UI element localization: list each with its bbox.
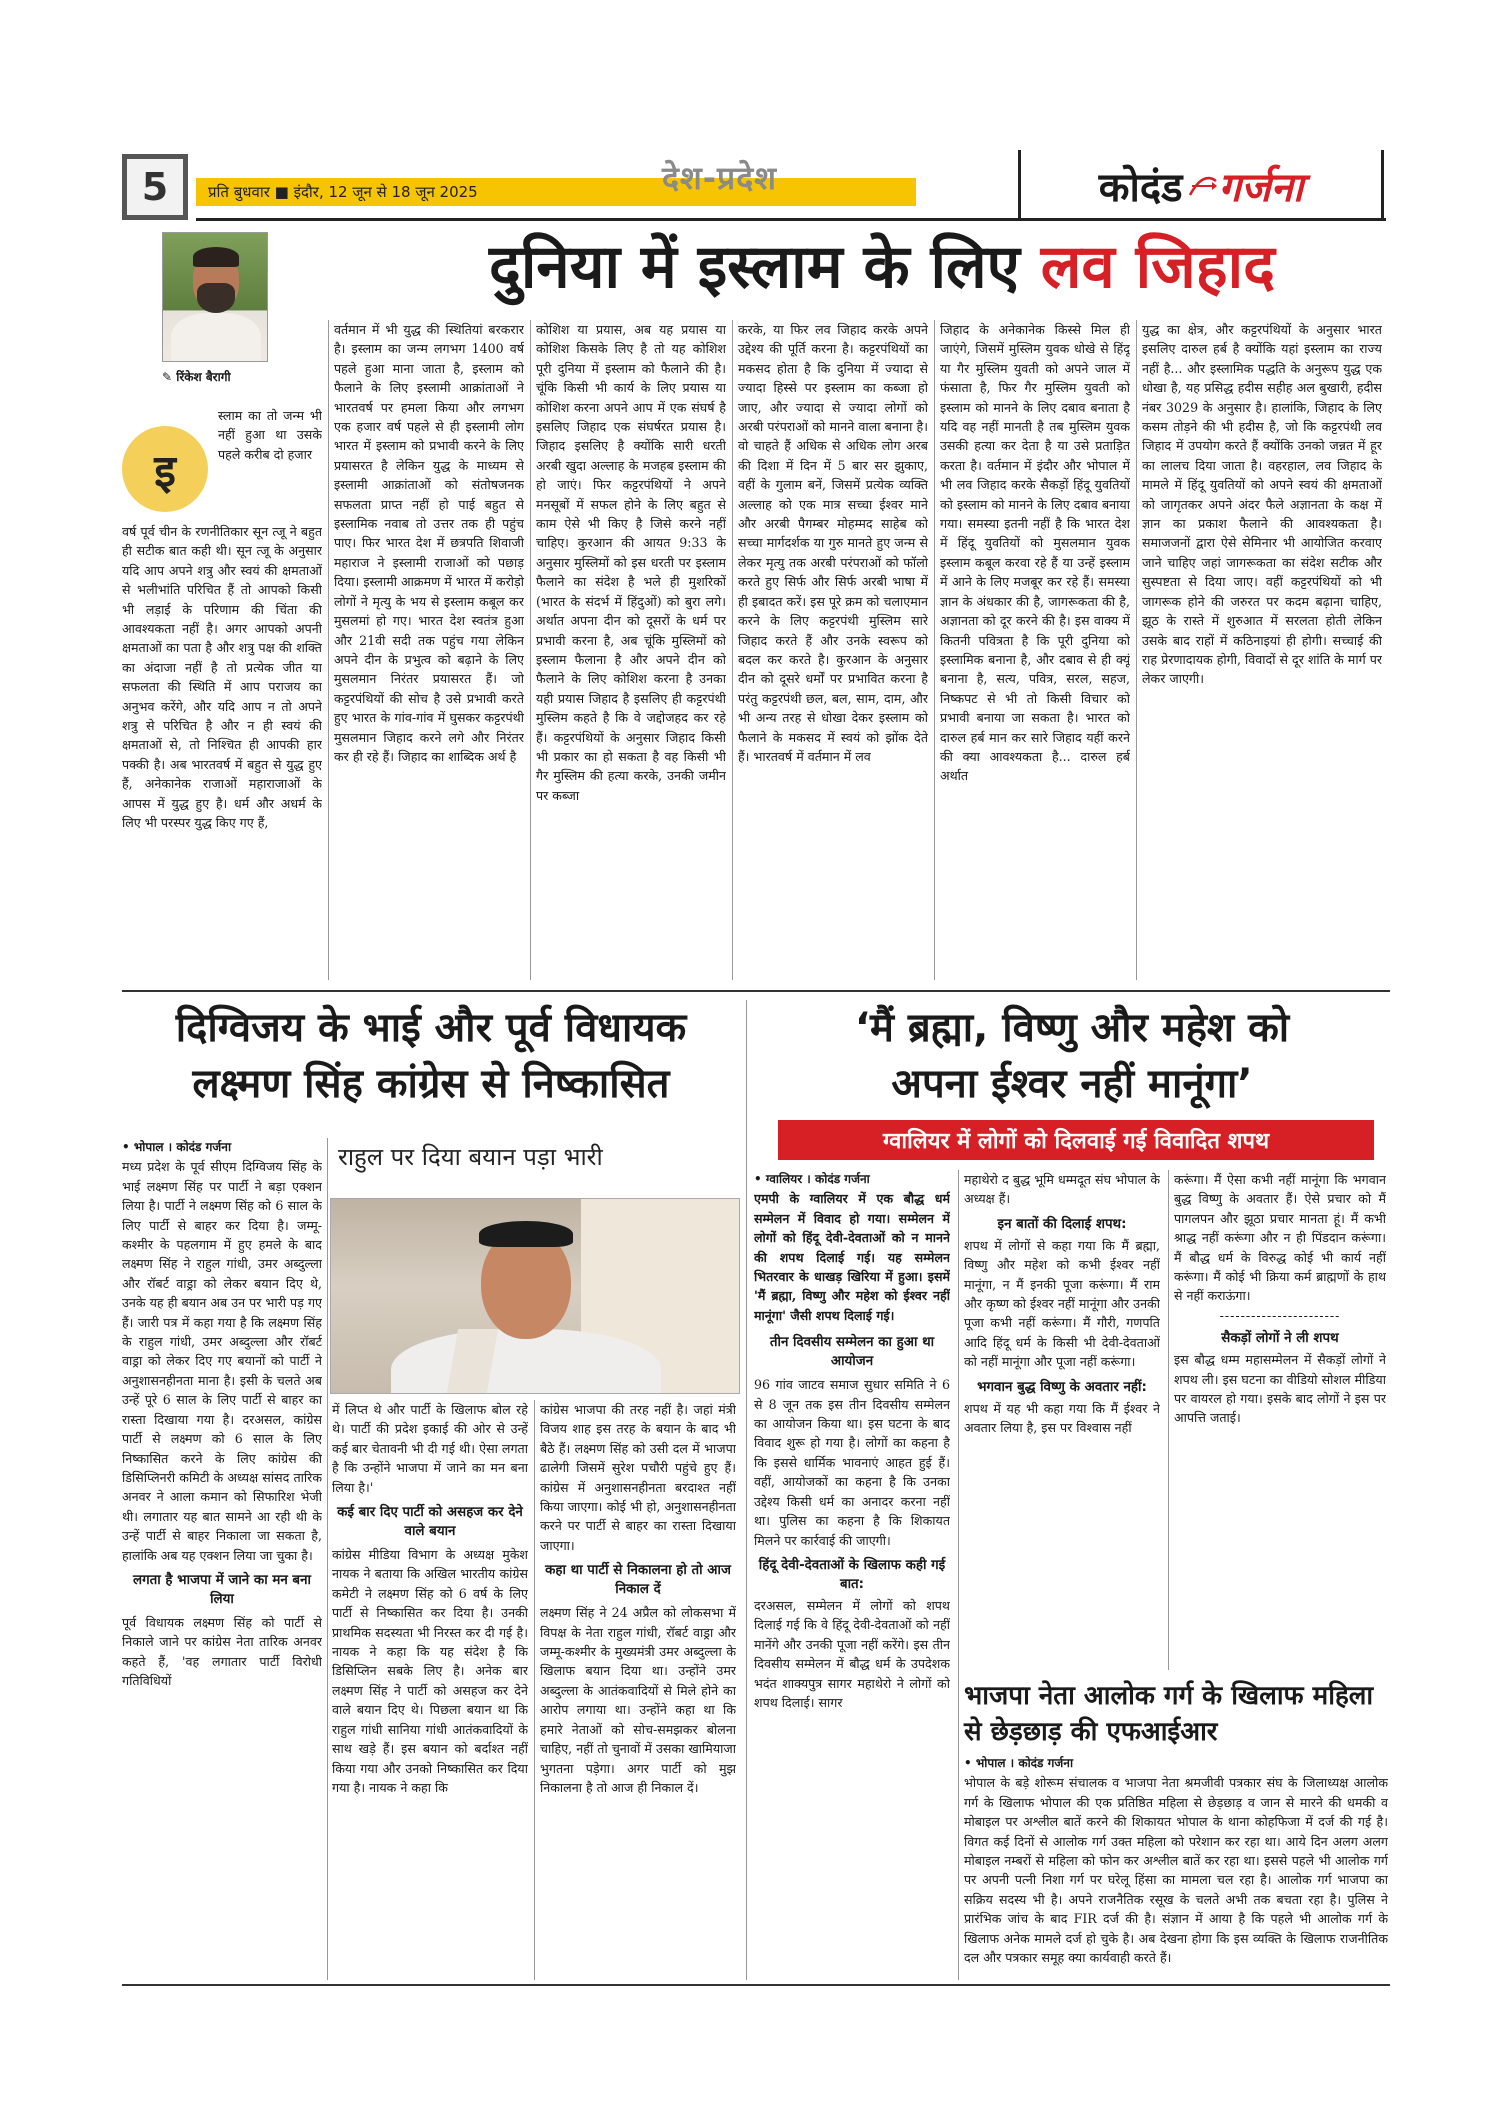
lead-col3: कोशिश या प्रयास, अब यह प्रयास या कोशिश किसके लिए है तो यह कोशिश पूरी दुनिया में इस्लाम को फैलाने की है। चूंकि किसी भी कार्य के लिए प्रयास या कोशिश करना अपने आप में एक संघर्ष है इसलिए जिहाद एक संघर्षरत प्रयास है। जिहाद इसलिए है क्योंकि सारी धरती अरबी खुदा अल्लाह के मजहब इस्लाम की हो जाएं। फिर कट्टरपंथियों ने अपने मनसूबों में सफल होने के लिए बहुत से काम ऐसे भी किए है जिसे करने नहीं चाहिए। कुरआन की आयत 9:33 के अनुसार मुस्लिमों को इस धरती पर इस्लाम फैलाने का संदेश है भले ही मुशरिकों (भारत के संदर्भ में हिंदुओं) को बुरा लगे। अर्थात अपना दीन को दूसरों के धर्म पर प्रभावी करना है, अब चूंकि मुस्लिमों को इस्लाम फैलाना है और अपने दीन को फैलाने के लिए कोशिश करना है उनका यही प्रयास जिहाद है इसलिए ही कट्टरपंथी मुस्लिम कहते है कि वे जद्दोजहद कर रहे हैं। कट्टरपंथियों के अनुसार जिहाद किसी भी प्रकार का हो सकता है वह किसी भी गैर मुस्लिम की हत्या करके, उनकी जमीन पर कब्जा [536, 322, 726, 803]
lead-col2: वर्तमान में भी युद्ध की स्थितियां बरकरार है। इस्लाम का जन्म लगभग 1400 वर्ष पहले हुआ माना जाता है, इस्लाम को फैलाने के लिए इस्लामी आक्रांताओं ने भारतवर्ष पर हमला किया और लगभग एक हजार वर्ष पहले से ही इस्लामी लोग भारत में इस्लाम को प्रभावी करने के लिए प्रयासरत है लेकिन युद्ध के माध्यम से इस्लामी आक्रांताओं को संतोषजनक सफलता प्राप्त नहीं हो पाई बहुत से इस्लामिक नवाब तो उत्तर तक ही पहुंच पाए। फिर भारत देश में छत्रपति शिवाजी महाराज ने इस्लामी राजाओं को पछाड़ दिया। इस्लामी आक्रमण में भारत में करोड़ो लोगों ने मृत्यु के भय से इस्लाम कबूल कर मुसलमां हो गए। भारत देश स्वतंत्र हुआ और 21वी सदी तक पहुंच गया लेकिन अपने दीन के प्रभुत्व को बढ़ाने के लिए मुसलमान निरंतर प्रयासरत हैं। जो कट्टरपंथियों की सोच है उसे प्रभावी करते हुए भारत के गांव-गांव में घुसकर कट्टरपंथी मुसलमान जिहाद करने लगे और निरंतर कर ही रहे हैं। जिहाद का शाब्दिक अर्थ है [334, 322, 524, 764]
story3-headline-line1: ‘मैं ब्रह्मा, विष्णु और महेश को [854, 1005, 1290, 1051]
story2-col2-body: में लिप्त थे और पार्टी के खिलाफ बोल रहे थे। पार्टी की प्रदेश इकाई की ओर से उन्हें कई बार चेतावनी भी दी गई थी। ऐसा लगता है कि उन्होंने भाजपा में जाने का मन बना लिया है।' [332, 1402, 528, 1495]
story2-sub3: कहा था पार्टी से निकालना हो तो आज निकाल दें [545, 1563, 731, 1598]
story4-dateline: • भोपाल । कोदंड गर्जना [964, 1756, 1074, 1770]
story3-col2-body: महाथेरो द बुद्ध भूमि धम्मदूत संघ भोपाल के अध्यक्ष हैं। [964, 1172, 1160, 1207]
lead-headline-black: दुनिया में इस्लाम के लिए [489, 232, 1020, 302]
story2-col3-after: लक्ष्मण सिंह ने 24 अप्रैल को लोकसभा में विपक्ष के नेता राहुल गांधी, रॉबर्ट वाड्रा और जम्मू-कश्मीर के मुख्यमंत्री उमर अब्दुल्ला के खिलाफ बयान दिया था। उन्होंने उमर अब्दुल्ला के आतंकवादियों से मिले होने का आरोप लगाया था। उन्होंने कहा था कि हमारे नेताओं को सोच-समझकर बोलना चाहिए, नहीं तो चुनावों में उसका खामियाजा भुगतना पड़ेगा। अगर पार्टी को मुझ निकालना है तो आज ही निकाल दें। [540, 1605, 736, 1795]
story2-headline-line2: लक्ष्मण सिंह कांग्रेस से निष्कासित [192, 1061, 670, 1107]
lead-col4: करके, या फिर लव जिहाद करके अपने उद्देश्य की पूर्ति करना है। कट्टरपंथियों का मकसद होता है कि दुनिया में ज्यादा से ज्यादा हिस्से पर इस्लाम का कब्जा हो जाए, और ज्यादा से ज्यादा लोगों को अरबी परंपराओं को मानने वाला बनाना है। वो चाहते हैं अधिक से अधिक लोग अरब की दिशा में दिन में 5 बार सर झुकाए, वहीं के गुलाम बनें, जिसमें प्रत्येक व्यक्ति अल्लाह को एक मात्र सच्चा ईश्वर माने और अरबी पैगम्बर मोहम्मद साहेब को सच्चा मार्गदर्शक या गुरु मानते हुए जन्म से लेकर मृत्यु तक अरबी परंपराओं को फॉलो करते हुए सिर्फ और सिर्फ अरबी भाषा में ही इबादत करें। इस पूरे क्रम को चलाएमान करने के लिए कट्टरपंथी मुस्लिम सारे जिहाद करते हैं और उनके स्वरूप को बदल कर करते है। कुरआन के अनुसार दीन को दूसरे धर्मों पर प्रभावित करना है परंतु कट्टरपंथी छल, बल, साम, दाम, और भी अन्य तरह से धोखा देकर इस्लाम को फैलाने के मकसद में स्वयं को झोंक देते हैं। भारतवर्ष में वर्तमान में लव [738, 322, 928, 764]
author-photo [162, 232, 268, 362]
story2-col3 [540, 1400, 736, 1980]
news-photo [330, 1198, 740, 1394]
lead-col1: वर्ष पूर्व चीन के रणनीतिकार सून त्जू ने बहुत ही सटीक बात कही थी। सून त्जू के अनुसार यदि आप अपने शत्रु और स्वयं की क्षमताओं से भलीभांति परिचित हैं तो आपको किसी भी लड़ाई के परिणाम की चिंता की आवश्यकता नहीं है। अगर आपको अपनी क्षमताओं का पता है और शत्रु पक्ष की शक्ति का अंदाजा नहीं है तो प्रत्येक जीत या सफलता की स्थिति में आप पराजय का अनुभव करेंगे, और यदि आप न तो अपने शत्रु से परिचित है और न ही स्वयं की क्षमताओं से, तो निश्चित ही आपकी हार पक्की है। अब भारतवर्ष में बहुत से युद्ध हुए हैं, अनेकानेक राजाओं महाराजाओं के आपस में युद्ध हुए है। धर्म और अधर्म के लिए भी परस्पर युद्ध किए गए हैं, [122, 524, 322, 831]
lead-headline-red: लव जिहाद [1040, 232, 1275, 302]
section-divider [122, 990, 1390, 992]
story2-sub1: लगता है भाजपा में जाने का मन बना लिया [133, 1572, 311, 1607]
story3-sub2: हिंदू देवी-देवताओं के खिलाफ कही गई बात: [758, 1557, 946, 1592]
byline [162, 368, 268, 385]
story3-col1 [754, 1170, 950, 1980]
story3-headline-line2: अपना ईश्वर नहीं मानूंगा’ [891, 1061, 1253, 1107]
story3-sub3: इन बातों की दिलाई शपथ: [997, 1216, 1127, 1232]
newspaper-page [122, 148, 1390, 1988]
story2-col1-after: पूर्व विधायक लक्ष्मण सिंह को पार्टी से निकाले जाने पर कांग्रेस नेता तारिक अनवर कहते हैं, 'वह लगातार पार्टी विरोधी गतिविधियों [122, 1614, 322, 1689]
story2-subhead: राहुल पर दिया बयान पड़ा भारी [338, 1143, 603, 1171]
story4-body [964, 1754, 1388, 1980]
story2-sub2: कई बार दिए पार्टी को असहज कर देने वाले बयान [337, 1505, 523, 1540]
story3-sub1: तीन दिवसीय सम्मेलन का हुआ था आयोजन [769, 1335, 935, 1370]
story4-headline: भाजपा नेता आलोक गर्ग के खिलाफ महिला से छेड़छाड़ की एफआईआर [964, 1681, 1374, 1747]
story3-col2-after: शपथ में लोगों से कहा गया कि मैं ब्रह्मा, विष्णु और महेश को कभी ईश्वर नहीं मानूंगा, न मैं इनकी पूजा करूंगा। मैं राम और कृष्ण को ईश्वर नहीं मानूंगा और उनकी पूजा कभी नहीं करूंगा। मैं गौरी, गणपति आदि हिंदू धर्म के किसी भी देवी-देवताओं को नहीं मानूंगा और पूजा नहीं करूंगा। [964, 1237, 1160, 1370]
lead-col5: जिहाद के अनेकानेक किस्से मिल ही जाएंगे, जिसमें मुस्लिम युवक धोखे से हिंदू या गैर मुस्लिम युवती को अपने जाल में फंसाता है, फिर गैर मुस्लिम युवती को इस्लाम को मानने के लिए दबाव बनाता है यदि वह नहीं मानती है तब मुस्लिम युवक उसकी हत्या कर देता है या उसे प्रताड़ित करता है। वर्तमान में इंदौर और भोपाल में भी लव जिहाद करके सैकड़ों हिंदू युवतियों को इस्लाम को मानने के लिए दबाव बनाया गया। समस्या इतनी नहीं है कि भारत देश में हिंदू युवतियों को मुसलमान युवक इस्लाम कबूल करवा रहे हैं या उन्हें इस्लाम में आने के लिए मजबूर कर रहे हैं। समस्या ज्ञान के अंधकार की है, जागरूकता की है, अज्ञानता को दूर करने की है। इस वाक्य में कितनी पवित्रता है कि पूरी दुनिया को इस्लामिक बनाना है, और दबाव से ही क्यूं बनाना है, सत्य, पवित्र, सरल, सहज, निष्कपट से भी तो किसी विचार को प्रभावी बनाया जा सकता है। भारत को दारुल हर्ब मान कर सारे जिहाद यहीं करने की क्या आवश्यकता है... दारुल हर्ब अर्थात [940, 322, 1130, 784]
page-number: 5 [122, 154, 188, 220]
footer-rule [122, 1984, 1390, 1986]
story2-col2-after: कांग्रेस मीडिया विभाग के अध्यक्ष मुकेश नायक ने बताया कि अखिल भारतीय कांग्रेस कमेटी ने लक्ष्मण सिंह को 6 वर्ष के लिए पार्टी से निष्कासित कर दिया है। उनकी प्राथमिक सदस्यता भी निरस्त कर दी गई है। नायक ने कहा कि यह संदेश है कि डिसिप्लिन सबके लिए है। अनेक बार लक्ष्मण सिंह ने पार्टी को असहज कर देने वाले बयान दिए थे। पिछला बयान था कि राहुल गांधी सानिया गांधी आतंकवादियों के साथ खड़े हैं। इस बयान को बर्दाश्त नहीं किया गया और उनको निष्कासित कर दिया गया है। नायक ने कहा कि [332, 1547, 528, 1795]
pen-icon: ✎ [162, 370, 173, 384]
story3-headline [754, 1000, 1390, 1112]
story3-redbar: ग्वालियर में लोगों को दिलवाई गई विवादित शपथ [778, 1120, 1374, 1160]
story2-col2 [332, 1400, 528, 1980]
story3-divider: ----------------------- [1219, 1307, 1341, 1323]
bow-arrow-icon [1188, 175, 1212, 195]
story2-col1 [122, 1138, 322, 1980]
masthead-brand [1018, 150, 1384, 220]
story3-col3 [1174, 1170, 1386, 1670]
dropcap: इ [122, 426, 208, 512]
story3-sub4: भगवान बुद्ध विष्णु के अवतार नहीं: [977, 1379, 1147, 1395]
brand-part-2: गर्जना [1218, 164, 1304, 211]
story3-sub5: सैकड़ों लोगों ने ली शपथ [1221, 1331, 1339, 1347]
story3-col2 [964, 1170, 1160, 1670]
date-bar: प्रति बुधवार ■ इंदौर, 12 जून से 18 जून 2025 [196, 178, 916, 206]
story3-col1-after: 96 गांव जाटव समाज सुधार समिति ने 6 से 8 जून तक इस तीन दिवसीय सम्मेलन का आयोजन किया था। इस घटना के बाद विवाद शुरू हो गया है। लोगों का कहना है कि इससे धार्मिक भावनाएं आहत हुई हैं। वहीं, आयोजकों का कहना है कि उनका उद्देश्य किसी धर्म का अनादर करना नहीं था। पुलिस का कहना है कि शिकायत मिलने पर कार्रवाई की जाएगी। [754, 1377, 950, 1548]
story2-col1-body: मध्य प्रदेश के पूर्व सीएम दिग्विजय सिंह के भाई लक्ष्मण सिंह पर पार्टी ने बड़ा एक्शन लिया है। पार्टी ने लक्ष्मण सिंह को 6 साल के लिए पार्टी से बाहर कर दिया है। जम्मू-कश्मीर के पहलगाम में हुए हमले के बाद लक्ष्मण सिंह ने राहुल गांधी, उमर अब्दुल्ला और रॉबर्ट वाड्रा को लेकर बयान दिए थे, उनके यह ही बयान अब उन पर भारी पड़ गए हैं। जारी पत्र में कहा गया है कि लक्ष्मण सिंह के राहुल गांधी, उमर अब्दुल्ला और रॉबर्ट वाड्रा को लेकर दिए गए बयानों को पार्टी ने अनुशासनहीनता माना है। इसी के चलते अब उन्हें पूरे 6 साल के लिए पार्टी से बाहर का रास्ता दिखाया गया है। दरअसल, कांग्रेस पार्टी से लक्ष्मण को 6 साल के लिए निष्कासित करने के लिए कांग्रेस की डिसिप्लिनरी कमिटी के अध्यक्ष सांसद तारिक अनवर ने आला कमान को सिफारिश भेजी थी। लगातार यह बात सामने आ रही थी के उन्हें पार्टी से बाहर निकाला जा सकता है, हालांकि अब यह एक्शन लिया जा चुका है। [122, 1159, 322, 1563]
story3-dateline: • ग्वालियर । कोदंड गर्जना [754, 1172, 870, 1186]
story3-col1-after2: दरअसल, सम्मेलन में लोगों को शपथ दिलाई गई कि वे हिंदू देवी-देवताओं को नहीं मानेंगे और उनकी पूजा नहीं करेंगे। इस तीन दिवसीय सम्मेलन में बौद्ध धर्म के उपदेशक भदंत शाक्यपुत्र सागर महाथेरो ने लोगों को शपथ दिलाई। सागर [754, 1597, 950, 1710]
story2-col3-body: कांग्रेस भाजपा की तरह नहीं है। जहां मंत्री विजय शाह इस तरह के बयान के बाद भी बैठे हैं। लक्ष्मण सिंह को उसी दल में भाजपा ढालेगी जिसमें सुरेश पचौरी पहुंचे हुए हैं। कांग्रेस में अनुशासनहीनता बरदाश्त नहीं किया जाएगा। कोई भी हो, अनुशासनहीनता करने पर पार्टी से बाहर का रास्ता दिखाया जाएगा। [540, 1402, 736, 1553]
story2-dateline: • भोपाल । कोदंड गर्जना [122, 1140, 232, 1154]
story2-headline-line1: दिग्विजय के भाई और पूर्व विधायक [175, 1005, 687, 1051]
brand-part-1: कोदंड [1098, 164, 1183, 211]
story4-text: भोपाल के बड़े शोरूम संचालक व भाजपा नेता श्रमजीवी पत्रकार संघ के जिलाध्यक्ष आलोक गर्ग के खिलाफ भोपाल की एक प्रतिष्ठित महिला से छेड़छाड़ व जान से मारने की धमकी व मोबाइल पर अश्लील बातें करने की शिकायत भोपाल के थाना कोहफिजा में दर्ज की गई है। विगत कई दिनों से आलोक गर्ग उक्त महिला को परेशान कर रहा था। आये दिन अलग अलग मोबाइल नम्बरों से महिला को फोन कर अश्लील बातें कर रहा था। इससे पहले भी आलोक गर्ग पर अपनी पत्नी निशा गर्ग पर घरेलू हिंसा का मामला चल रहा है। आलोक गर्ग भाजपा का सक्रिय सदस्य भी है। अपने राजनैतिक रसूख के चलते अभी तक बचता रहा है। पुलिस ने प्रारंभिक जांच के बाद FIR दर्ज की है। संज्ञान में आया है कि पहले भी आलोक गर्ग के खिलाफ अनेक मामले दर्ज हो चुके है। अब देखना होगा कि इस व्यक्ति के खिलाफ राजनीतिक दल और पत्रकार समूह क्या कार्यवाही करते हैं। [964, 1775, 1388, 1966]
lead-col6: युद्ध का क्षेत्र, और कट्टरपंथियों के अनुसार भारत इसलिए दारुल हर्ब है क्योंकि यहां इस्लाम का राज्य नहीं है... और इस्लामिक पद्धति के अनुरूप युद्ध एक धोखा है, यह प्रसिद्ध हदीस सहीह अल बुखारी, हदीस नंबर 3029 के अनुसार है। हालांकि, जिहाद के लिए कसम तोड़ने की भी हदीस है, जो कि कट्टरपंथी लव जिहाद में उपयोग करते हैं क्योंकि उनको जन्नत में हूर का लालच दिया जाता है। वहरहाल, लव जिहाद के मामले में हिंदू युवतियों को अपने स्वयं की क्षमताओं को जागृतकर अपने अंदर फैले अज्ञानता के कक्ष में ज्ञान का प्रकाश फैलाने की आवश्यकता है। समाजजनों द्वारा ऐसे सेमिनार भी आयोजित करवाए जाने चाहिए जहां जागरूकता का संदेश सटीक और सुस्पष्टता से दिया जाए। वहीं कट्टरपंथियों को भी जागरूक होने की जरुरत पर कदम बढ़ाना चाहिए, झूठ के रास्ते में शुरुआत में सरलता होती लेकिन उसके बाद राहों में कठिनाइयां ही होगी। सच्चाई की राह प्रेरणादायक होगी, विवादों से दूर शांति के मार्ग पर लेकर जाएगी। [1142, 322, 1382, 687]
story3-col2-after2: शपथ में यह भी कहा गया कि मैं ईश्वर ने अवतार लिया है, इस पर विश्वास नहीं [964, 1400, 1160, 1436]
lead-headline [372, 228, 1392, 306]
story3-col3-body: करूंगा। मैं ऐसा कभी नहीं मानूंगा कि भगवान बुद्ध विष्णु के अवतार हैं। ऐसे प्रचार को मैं पागलपन और झूठा प्रचार मानता हूं। मैं कभी श्राद्ध नहीं करूंगा और न ही पिंडदान करूंगा। मैं बौद्ध धर्म के विरुद्ध कोई भी कार्य नहीं करूंगा। मैं कोई भी क्रिया कर्म ब्राह्मणों के हाथ से नहीं कराऊंगा। [1174, 1172, 1386, 1304]
story3-col3-after: इस बौद्ध धम्म महासम्मेलन में सैकड़ों लोगों ने शपथ ली। इस घटना का वीडियो सोशल मीडिया पर वायरल हो गया। इसके बाद लोगों ने इस पर आपत्ति जताई। [1174, 1352, 1386, 1426]
page-header [122, 148, 1390, 226]
author-name: रिंकेश बैरागी [176, 370, 231, 384]
story3-lead: एमपी के ग्वालियर में एक बौद्ध धर्म सम्मेलन में विवाद हो गया। सम्मेलन में लोगों को हिंदू देवी-देवताओं को न मानने की शपथ दिलाई गई। यह सम्मेलन भितरवार के धाखड़ खिरिया में हुआ। इसमें 'मैं ब्रह्मा, विष्णु और महेश को ईश्वर नहीं मानूंगा' जैसी शपथ दिलाई गई। [754, 1191, 950, 1323]
header-rule [196, 218, 1386, 221]
section-title: देश-प्रदेश [662, 159, 777, 197]
lead-col1-top: स्लाम का तो जन्म भी नहीं हुआ था उसके पहले करीब दो हजार [218, 408, 322, 462]
story2-headline [122, 1000, 740, 1112]
